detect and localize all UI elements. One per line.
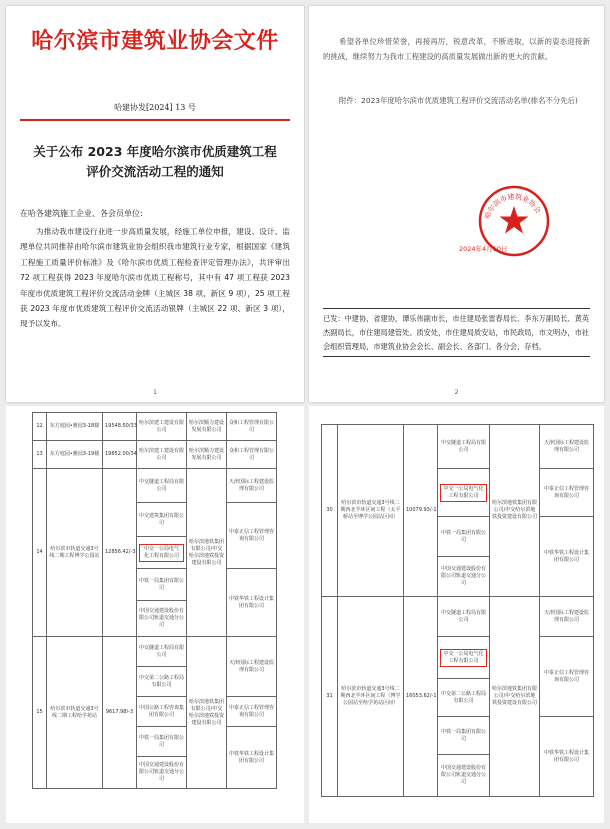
builder: 哈尔滨建工建设有限公司 [137,441,187,469]
project-name: 哈尔滨市轨道交通3号线二期西北半环区间工程（博学公园站至哈学苑站区间） [338,597,404,797]
supervisor: 中泰正信工程管理咨询有限公司 [227,697,277,727]
builder: 中交第二公路工程局有限公司 [438,679,490,717]
addressee: 在哈各建筑施工企业、各会员单位: [20,209,143,218]
list-page-left [6,406,304,823]
supervisor: 中泰正信工程管理咨询有限公司 [227,503,277,569]
project-table-left [32,412,277,789]
notice-page-1 [6,6,304,402]
supervisor: 众和工程管理有限公司 [227,441,277,469]
notice-body: 为推动我市建设行业进一步高质量发展，经施工单位申报，建设、设计、监理单位共同推荐由哈尔滨市建筑业协会组织我市建筑行业专家，根据国家《建筑工程施工质量评价标准》及《哈尔滨市优质工程检查评定管理办法》，共评审出 72 项工程获得 2023 年度哈尔滨市优质工程称号，其中有 47 项工程获 2023 年度市优质建筑工程评价交流活动金牌（主城区 38 项、新区 9 项），25 项工程获 2023 年度市优质建筑工程评价交流活动银牌（主城区 22 项、新区 3 项），现予以发布。 [20,227,290,329]
header-red-rule [20,119,290,121]
notice-title [14,142,296,182]
project-area: 19852.00/34 [103,441,137,469]
row-number: 30 [322,425,338,597]
builder-highlighted [438,637,490,679]
project-area: 12856.42/-3 [103,469,137,637]
closing-paragraph: 希望各单位珍惜荣誉，再接再厉，锐意改革，不断进取，以新的姿态迎接新的挑战，继续努力为我市工程建设的高质量发展做出新的更大的贡献。 [323,37,590,61]
builder: 中交隧道工程局有限公司 [438,597,490,637]
notice-title-line-2: 评价交流活动工程的通知 [86,164,224,179]
supervisor: 中铁华铁工程设计集团有限公司 [227,569,277,637]
row-number: 15 [33,637,47,789]
row-number: 13 [33,441,47,469]
owner: 哈尔滨顺力建设发展有限公司 [187,441,227,469]
project-table-right [321,424,594,797]
builder-highlighted [137,537,187,569]
owner: 哈尔滨顺力建设发展有限公司 [187,413,227,441]
project-name: 东方庭园•雅园3-18楼 [47,413,103,441]
supervisor: 中泰正信工程管理咨询有限公司 [540,637,594,717]
cc-top-rule [323,308,590,309]
project-name: 哈尔滨市轨道交通3号线二期工程哈学苑站 [47,637,103,789]
supervisor: 中铁华铁工程设计集团有限公司 [540,517,594,597]
notice-title-line-1: 关于公布 2023 年度哈尔滨市优质建筑工程 [33,144,277,159]
project-name: 东方庭园•雅园3-19楼 [47,441,103,469]
owner: 哈尔滨地铁集团有限公司/中交哈尔滨地铁投资建设有限公司 [187,637,227,789]
project-name: 哈尔滨市轨道交通3号线二期工程博学公园站 [47,469,103,637]
table-row [33,637,277,667]
signature-date: 2024年4月10日 [459,245,508,253]
project-area: 19548.50/33 [103,413,137,441]
project-area: 16053.62/-1 [404,597,438,797]
table-row [33,469,277,503]
row-number: 12 [33,413,47,441]
supervisor: 天津国际工程建设监理有限公司 [540,597,594,637]
project-area: 10079.93/-1 [404,425,438,597]
supervisor: 众和工程管理有限公司 [227,413,277,441]
table-row [33,413,277,441]
builder-highlighted [438,469,490,517]
project-area: 9617.98/-3 [103,637,137,789]
builder: 中国公路工程咨询集团有限公司 [137,697,187,727]
cc-list: 已发：中建协，省建协，谭乐伟副市长，市住建局张雷春局长、李东万副局长、黄英杰副局长，市住建局建管处、质安处，市住建局质安站，市民政局，市文明办，市社会组织管理局，市建筑业协会会长、副会长、各部门、各分会，存档。 [323,314,589,351]
highlight-box: 中交一公局电气化工程有限公司 [440,484,487,502]
cc-bottom-rule [323,356,590,357]
builder: 中铁一局集团有限公司 [137,727,187,757]
supervisor: 中铁华铁工程设计集团有限公司 [540,717,594,797]
supervisor: 天津国际工程建设监理有限公司 [227,637,277,697]
supervisor: 中泰正信工程管理咨询有限公司 [540,469,594,517]
table-row [322,425,594,469]
attachment-note: 附件：2023年度哈尔滨市优质建筑工程评价交流活动名单(排名不分先后) [339,96,578,105]
owner: 哈尔滨地铁集团有限公司/中交哈尔滨地铁投资建设有限公司 [187,469,227,637]
highlight-box: 中交一公局电气化工程有限公司 [139,544,184,562]
builder: 中铁一局集团有限公司 [438,517,490,557]
document-number: 哈建协发[2024] 13 号 [114,103,196,112]
supervisor: 天津国际工程建设监理有限公司 [540,425,594,469]
supervisor: 天津国际工程建设监理有限公司 [227,469,277,503]
table-row [33,441,277,469]
seal-text: 哈尔滨市建筑业协会 [483,192,543,220]
highlight-box: 中交一公局电气化工程有限公司 [440,649,487,667]
page-number: 2 [454,389,459,396]
row-number: 31 [322,597,338,797]
builder: 中交第二公路工程局有限公司 [137,667,187,697]
owner: 哈尔滨地铁集团有限公司/中交哈尔滨地铁投资建设有限公司 [490,597,540,797]
project-name: 哈尔滨市轨道交通3号线二期西北半环区间工程（太平桥站至博学公园站区间） [338,425,404,597]
table-row [322,597,594,637]
builder: 中铁一局集团有限公司 [438,717,490,755]
builder: 中交隧道工程局有限公司 [137,469,187,503]
owner: 哈尔滨地铁集团有限公司/中交哈尔滨地铁投资建设有限公司 [490,425,540,597]
builder: 中交隧道工程局有限公司 [137,637,187,667]
builder: 中交隧道工程局有限公司 [438,425,490,469]
builder: 中国交通建设股份有限公司轨道交通分公司 [438,557,490,597]
page-number: 1 [153,389,157,396]
row-number: 14 [33,469,47,637]
document-header: 哈尔滨市建筑业协会文件 [31,28,279,54]
builder: 中国交通建设股份有限公司轨道交通分公司 [438,755,490,797]
builder: 中铁一局集团有限公司 [137,569,187,601]
builder: 中国交通建设股份有限公司轨道交通分公司 [137,757,187,789]
list-page-right [309,406,604,823]
supervisor: 中铁华铁工程设计集团有限公司 [227,727,277,789]
builder: 中交建筑集团有限公司 [137,503,187,537]
notice-page-2 [309,6,604,402]
builder: 哈尔滨建工建设有限公司 [137,413,187,441]
builder: 中国交通建设股份有限公司轨道交通分公司 [137,601,187,637]
